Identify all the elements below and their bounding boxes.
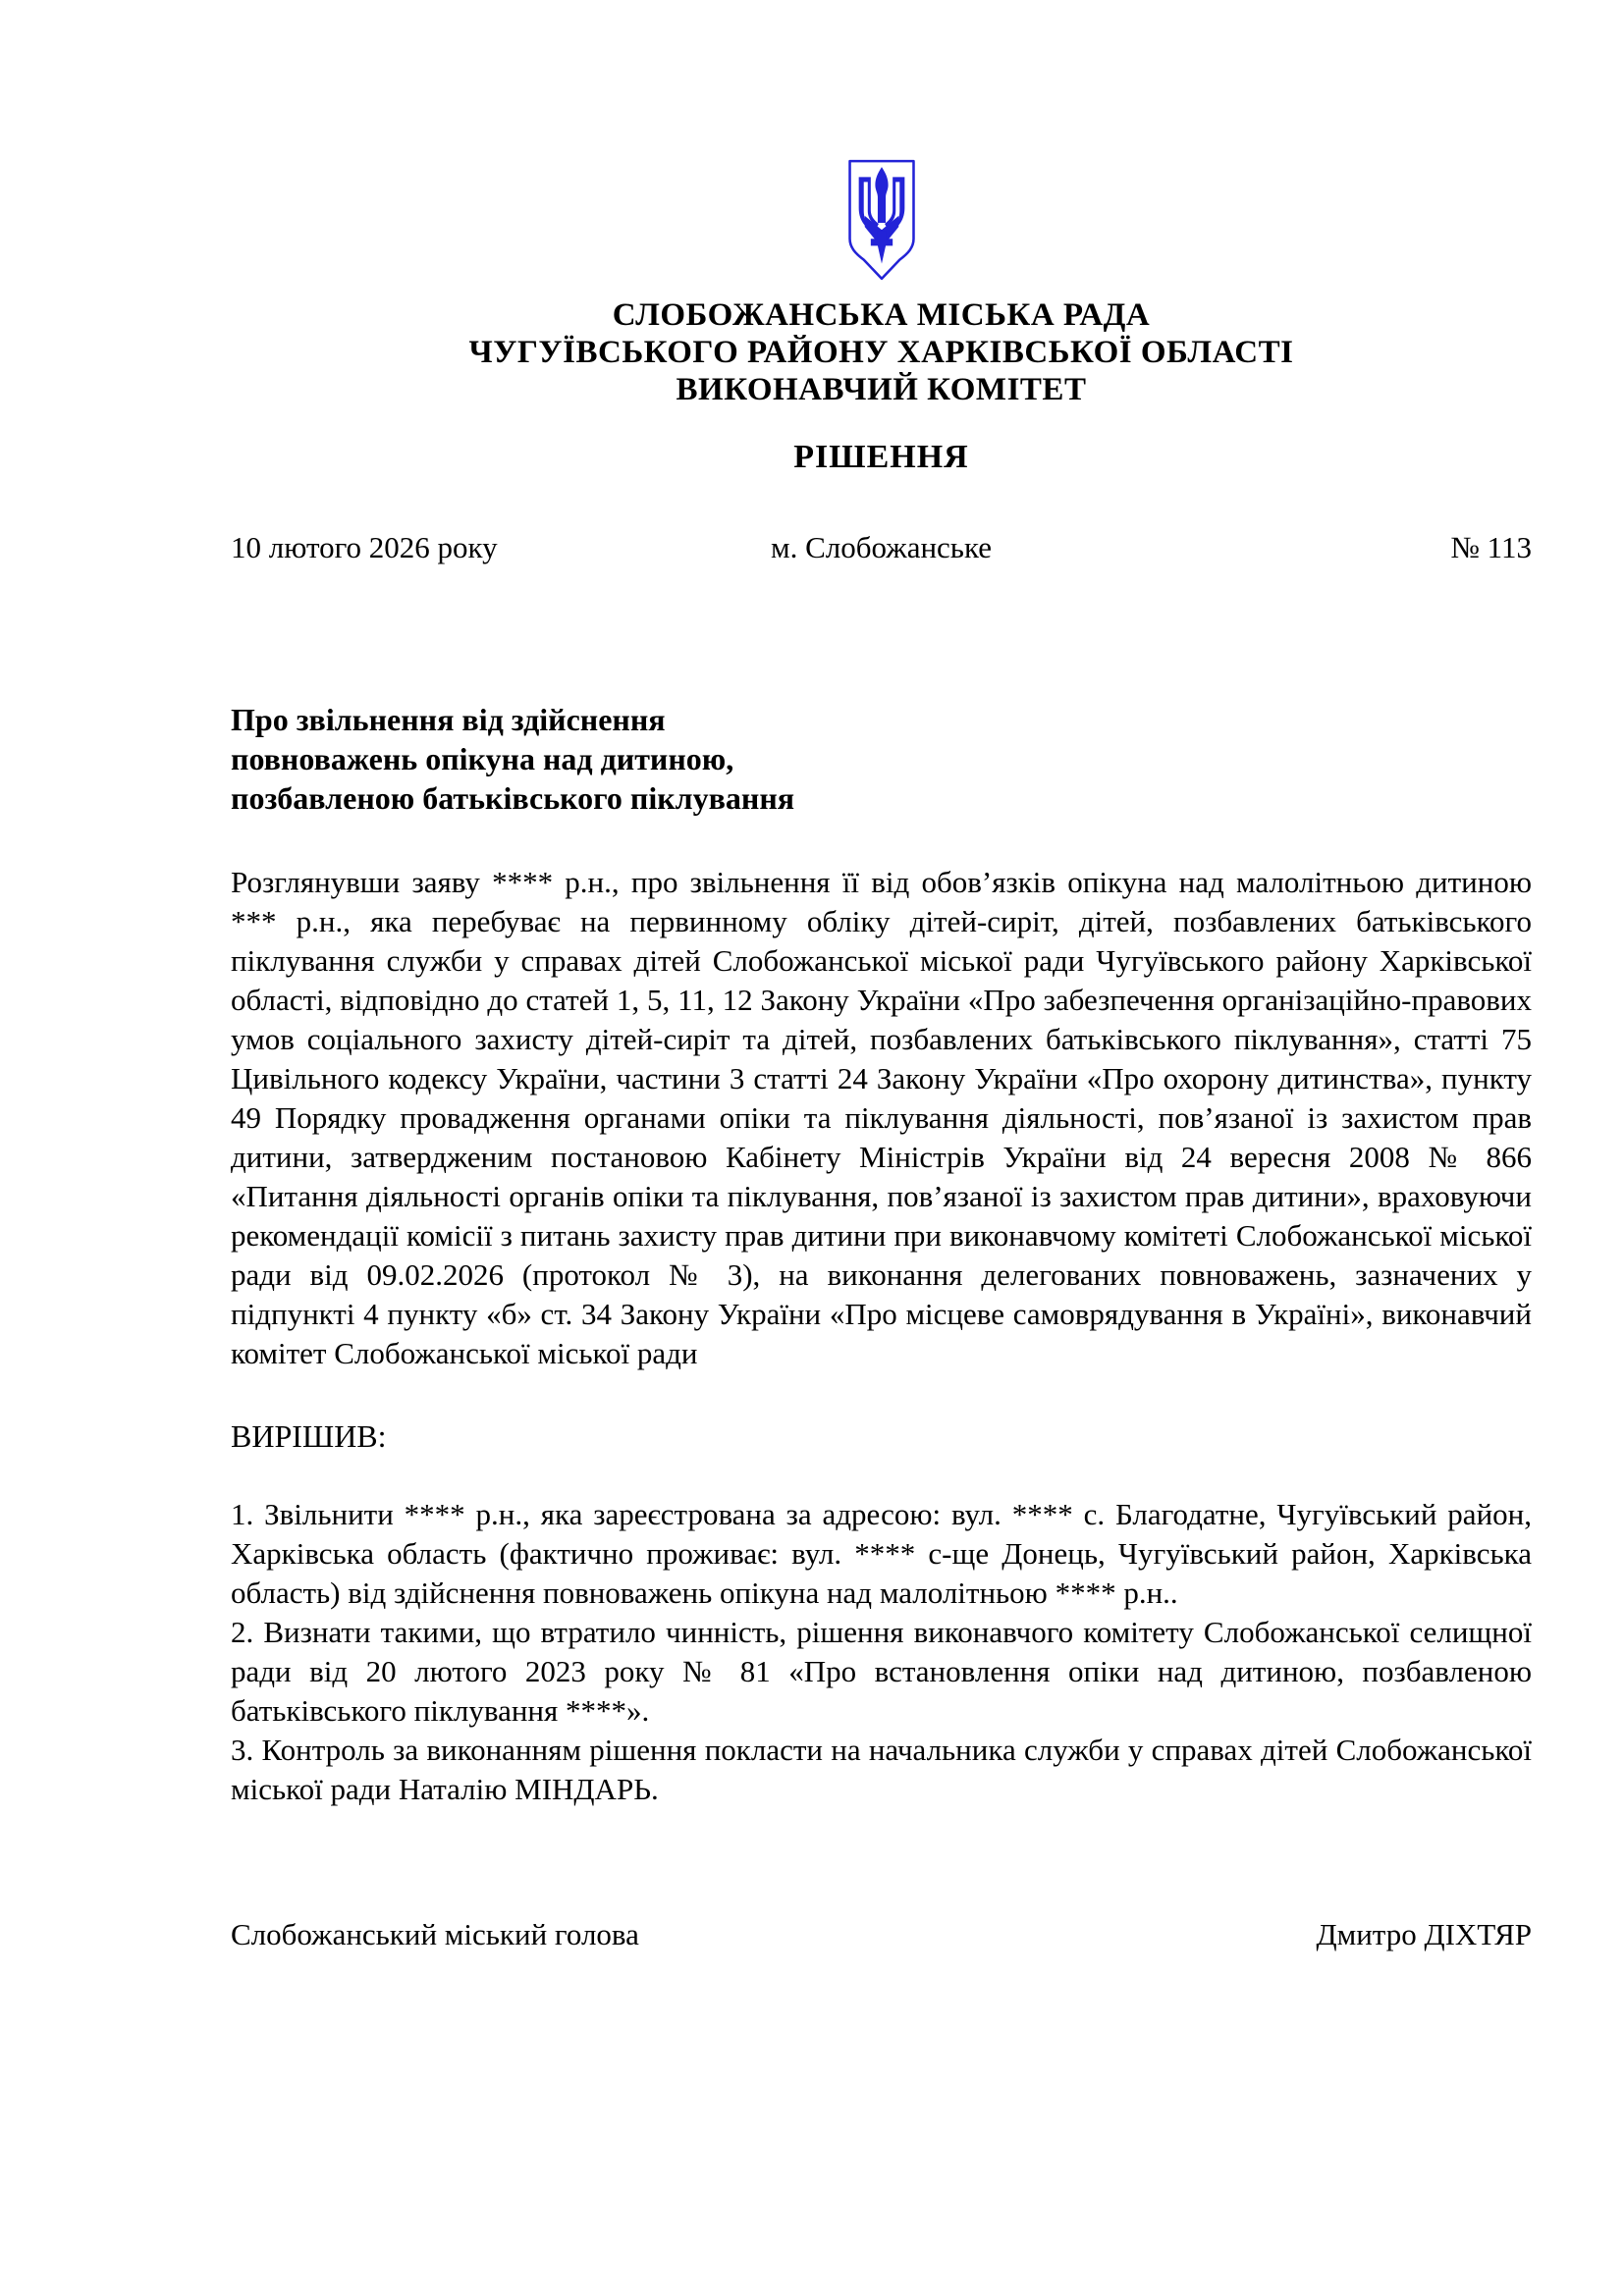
resolution-item-3: 3. Контроль за виконанням рішення покласти на начальника служби у справах дітей Слобожанської міської ради Наталію МІНДАРЬ. [231, 1733, 1532, 1806]
document-place: м. Слобожанське [771, 530, 992, 564]
preamble-paragraph: Розглянувши заяву **** р.н., про звільнення її від обов’язків опікуна над малолітньою дитиною *** р.н., яка перебуває на первинному обліку дітей-сиріт, дітей, позбавлених батьківського піклування служби у справах дітей Слобожанської міської ради Чугуївського району Харківської області, відповідно до статей 1, 5, 11, 12 Закону України «Про забезпечення організаційно-правових умов соціального захисту дітей-сиріт та дітей, позбавлених батьківського піклування», статті 75 Цивільного кодексу України, частини 3 статті 24 Закону України «Про охорону дитинства», пункту 49 Порядку провадження органами опіки та піклування діяльності, пов’язаної із захистом прав дитини, затвердженим постановою Кабінету Міністрів України від 24 вересня 2008 № 866 «Питання діяльності органів опіки та піклування, пов’язаної із захистом прав дитини», враховуючи рекомендації комісії з питань захисту прав дитини при виконавчому комітеті Слобожанської міської ради від 09.02.2026 (протокол № 3), на виконання делегованих повноважень, зазначених у підпункті 4 пункту «б» ст. 34 Закону України «Про місцеве самоврядування в Україні», виконавчий комітет Слобожанської міської ради [231, 865, 1532, 1370]
org-name-line1: СЛОБОЖАНСЬКА МІСЬКА РАДА [612, 297, 1151, 333]
document-title-line1: Про звільнення від здійснення [231, 702, 666, 737]
org-name-line2: ЧУГУЇВСЬКОГО РАЙОНУ ХАРКІВСЬКОЇ ОБЛАСТІ [468, 335, 1294, 370]
org-name-line3: ВИКОНАВЧИЙ КОМІТЕТ [676, 372, 1087, 407]
signatory-name: Дмитро ДІХТЯР [1316, 1917, 1532, 1951]
org-header [231, 296, 1532, 408]
resolution-item-1: 1. Звільнити **** р.н., яка зареєстрована за адресою: вул. **** с. Благодатне, Чугуївський район, Харківська область (фактично проживає: вул. **** с-ще Донець, Чугуївський район, Харківська область) від здійснення повноважень опікуна над малолітньою **** р.н.. [231, 1497, 1532, 1610]
document-title-line2: повноважень опікуна над дитиною, [231, 741, 734, 776]
document-number: № 113 [1450, 530, 1533, 564]
signature-row [231, 1915, 1532, 1954]
resolution-items [231, 1495, 1532, 1809]
document-content [231, 155, 1532, 1954]
document-type-heading: РІШЕННЯ [793, 439, 969, 475]
document-title [231, 700, 1532, 818]
document-title-line3: позбавленою батьківського піклування [231, 780, 795, 816]
meta-row [231, 528, 1532, 567]
resolve-label: ВИРІШИВ: [231, 1418, 387, 1454]
resolution-item-2: 2. Визнати такими, що втратило чинність, рішення виконавчого комітету Слобожанської селищної ради від 20 лютого 2023 року № 81 «Про встановлення опіки над дитиною, позбавленою батьківського піклування ****». [231, 1615, 1532, 1728]
document-date: 10 лютого 2026 року [231, 530, 498, 564]
signatory-position: Слобожанський міський голова [231, 1917, 639, 1951]
ukraine-trident-coat-of-arms-icon [838, 155, 926, 287]
